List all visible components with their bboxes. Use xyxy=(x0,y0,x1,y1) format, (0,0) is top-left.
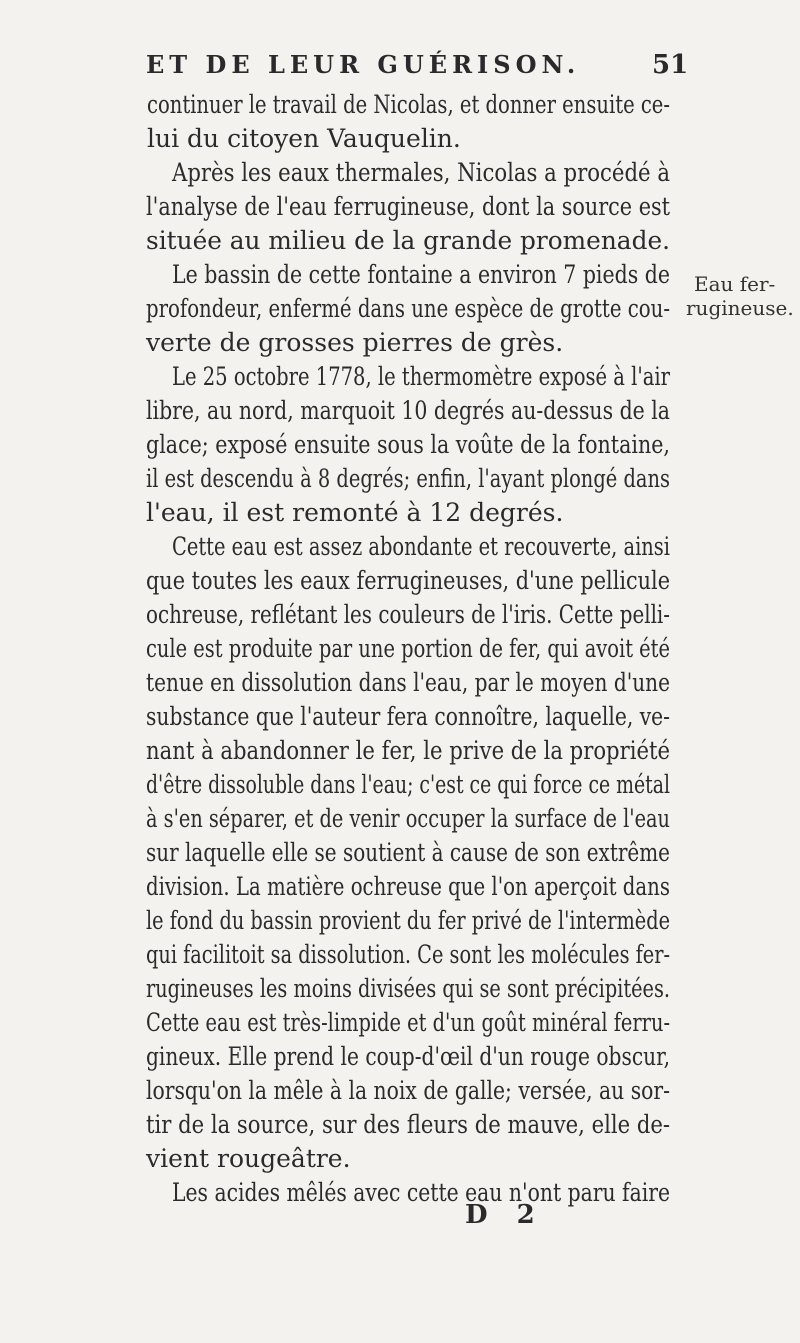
text-line: à s'en séparer, et de venir occuper la surface de l'eau xyxy=(146,804,670,833)
text-line: Le 25 octobre 1778, le thermomètre exposé à l'air xyxy=(172,362,670,391)
text-line: l'eau, il est remonté à 12 degrés. xyxy=(146,498,564,527)
text-line: sur laquelle elle se soutient à cause de son extrême xyxy=(146,838,670,867)
text-line: tir de la source, sur des fleurs de mauve, elle de- xyxy=(146,1110,670,1139)
text-line: lorsqu'on la mêle à la noix de galle; versée, au sor- xyxy=(146,1076,670,1105)
text-line: le fond du bassin provient du fer privé de l'intermède xyxy=(146,906,670,935)
running-title: ET DE LEUR GUÉRISON. xyxy=(146,50,581,79)
page-number: 51 xyxy=(652,50,689,80)
text-line: il est descendu à 8 degrés; enfin, l'ayant plongé dans xyxy=(146,464,670,493)
margin-note-line: Eau fer- xyxy=(694,272,776,296)
text-line: l'analyse de l'eau ferrugineuse, dont la source est xyxy=(146,192,670,221)
running-header xyxy=(0,50,800,90)
text-line: tenue en dissolution dans l'eau, par le moyen d'une xyxy=(146,668,670,697)
text-line: Cette eau est très-limpide et d'un goût minéral ferru- xyxy=(146,1008,670,1037)
text-line: Cette eau est assez abondante et recouverte, ainsi xyxy=(172,532,670,561)
text-line: Après les eaux thermales, Nicolas a procédé à xyxy=(172,158,670,187)
text-line: profondeur, enfermé dans une espèce de grotte cou- xyxy=(146,294,670,323)
text-line: continuer le travail de Nicolas, et donner ensuite ce- xyxy=(147,90,670,119)
text-line: Le bassin de cette fontaine a environ 7 pieds de xyxy=(172,260,670,289)
margin-note-line: rugineuse. xyxy=(686,296,794,320)
text-line: Les acides mêlés avec cette eau n'ont paru faire xyxy=(172,1178,670,1207)
signature-mark: D 2 xyxy=(465,1200,545,1230)
text-line: rugineuses les moins divisées qui se sont précipitées. xyxy=(146,974,670,1003)
text-line: glace; exposé ensuite sous la voûte de la fontaine, xyxy=(146,430,670,459)
text-line: lui du citoyen Vauquelin. xyxy=(147,124,461,153)
text-line: située au milieu de la grande promenade. xyxy=(146,226,670,255)
text-line: cule est produite par une portion de fer, qui avoit été xyxy=(146,634,670,663)
text-line: substance que l'auteur fera connoître, laquelle, ve- xyxy=(146,702,670,731)
text-line: que toutes les eaux ferrugineuses, d'une pellicule xyxy=(146,566,670,595)
text-line: libre, au nord, marquoit 10 degrés au-dessus de la xyxy=(146,396,670,425)
text-line: vient rougeâtre. xyxy=(146,1144,351,1173)
text-line: d'être dissoluble dans l'eau; c'est ce qui force ce métal xyxy=(146,770,670,799)
text-line: qui facilitoit sa dissolution. Ce sont les molécules fer- xyxy=(146,940,670,969)
text-line: nant à abandonner le fer, le prive de la propriété xyxy=(146,736,670,765)
text-line: gineux. Elle prend le coup-d'œil d'un rouge obscur, xyxy=(146,1042,670,1071)
text-line: verte de grosses pierres de grès. xyxy=(146,328,564,357)
text-line: ochreuse, reflétant les couleurs de l'iris. Cette pelli- xyxy=(146,600,670,629)
text-line: division. La matière ochreuse que l'on aperçoit dans xyxy=(146,872,670,901)
